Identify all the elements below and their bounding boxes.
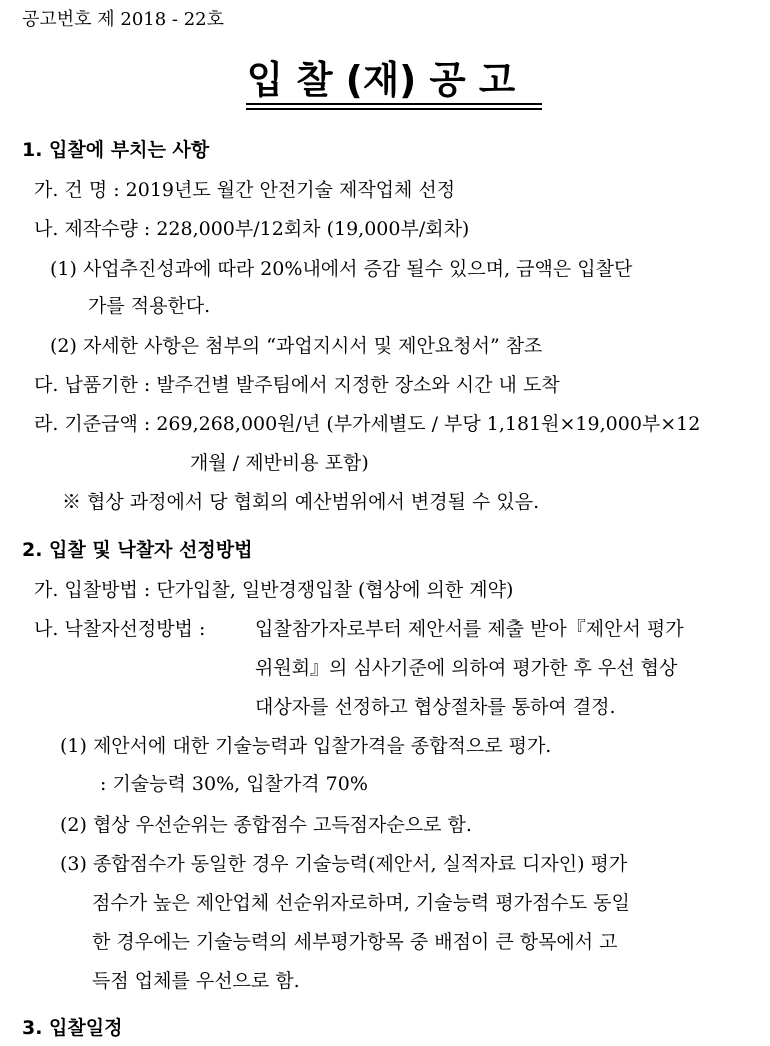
- notice-number: 공고번호 제 2018 - 22호: [22, 9, 225, 30]
- title-underline-bottom: [246, 108, 542, 110]
- s1-item-ra-line2: 개월 / 제반비용 포함): [190, 452, 369, 474]
- section-2-heading: 2. 입찰 및 낙찰자 선정방법: [22, 539, 253, 561]
- s1-sub-1-line1: (1) 사업추진성과에 따라 20%내에서 증감 될수 있으며, 금액은 입찰단: [50, 258, 633, 280]
- s2-sub-1: (1) 제안서에 대한 기술능력과 입찰가격을 종합적으로 평가.: [60, 735, 552, 757]
- s1-item-da: 다. 납품기한 : 발주건별 발주팀에서 지정한 장소와 시간 내 도착: [34, 374, 560, 396]
- s2-item-ga: 가. 입찰방법 : 단가입찰, 일반경쟁입찰 (협상에 의한 계약): [34, 579, 514, 601]
- page-title: 입 찰 (재) 공 고: [246, 58, 516, 102]
- s2-sub-1-detail: : 기술능력 30%, 입찰가격 70%: [100, 773, 368, 795]
- s1-sub-1-line2: 가를 적용한다.: [88, 295, 211, 317]
- s1-item-na: 나. 제작수량 : 228,000부/12회차 (19,000부/회차): [34, 218, 470, 240]
- section-1-heading: 1. 입찰에 부치는 사항: [22, 139, 210, 161]
- s1-item-ga: 가. 건 명 : 2019년도 월간 안전기술 제작업체 선정: [34, 179, 456, 201]
- s2-item-na-line2: 위원회』의 심사기준에 의하여 평가한 후 우선 협상: [255, 657, 678, 679]
- s2-item-na-line1: 입찰참가자로부터 제안서를 제출 받아『제안서 평가: [255, 618, 684, 640]
- s1-item-ra-line1: 라. 기준금액 : 269,268,000원/년 (부가세별도 / 부당 1,181원×19,000부×12: [34, 413, 701, 435]
- s2-sub-3-line3: 한 경우에는 기술능력의 세부평가항목 중 배점이 큰 항목에서 고: [92, 931, 618, 953]
- section-3-heading: 3. 입찰일정: [22, 1017, 123, 1039]
- s2-sub-3-line1: (3) 종합점수가 동일한 경우 기술능력(제안서, 실적자료 디자인) 평가: [60, 853, 628, 875]
- title-underline-top: [246, 103, 542, 105]
- s1-note: ※ 협상 과정에서 당 협회의 예산범위에서 변경될 수 있음.: [62, 491, 540, 513]
- s1-sub-2: (2) 자세한 사항은 첨부의 “과업지시서 및 제안요청서” 참조: [50, 335, 543, 357]
- s2-sub-3-line4: 득점 업체를 우선으로 함.: [92, 970, 300, 992]
- s2-item-na-line3: 대상자를 선정하고 협상절차를 통하여 결정.: [255, 696, 616, 718]
- s2-item-na-label: 나. 낙찰자선정방법 :: [34, 618, 206, 640]
- s2-sub-2: (2) 협상 우선순위는 종합점수 고득점자순으로 함.: [60, 814, 472, 836]
- s2-sub-3-line2: 점수가 높은 제안업체 선순위자로하며, 기술능력 평가점수도 동일: [92, 892, 630, 914]
